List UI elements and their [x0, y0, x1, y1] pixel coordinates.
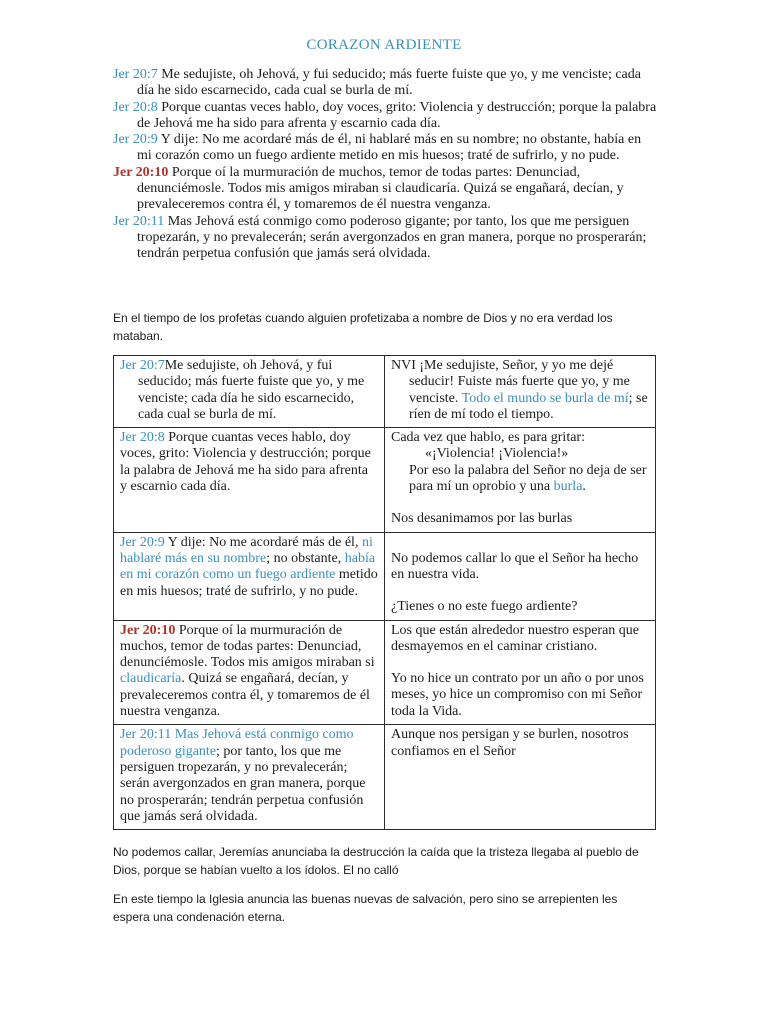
commentary-cell — [385, 725, 656, 830]
verse-list — [113, 67, 658, 263]
commentary-line: «¡Violencia! ¡Violencia!» — [425, 446, 569, 462]
commentary-line: Aunque nos persigan y se burlen, nosotros confiamos en el Señor — [391, 727, 629, 759]
verse-item — [113, 214, 658, 263]
table-row — [114, 620, 656, 725]
verse-text: Y dije: No me acordaré más de él, ni hablaré más en su nombre; no obstante, había en mi corazón como un fuego ardiente metido en mis huesos; traté de sufrirlo, y no pude. — [137, 132, 642, 164]
commentary-line: Cada vez que hablo, es para gritar: — [391, 430, 585, 446]
commentary-line: Por eso la palabra del Señor no deja de ser para mí un oprobio y una burla. — [409, 462, 647, 495]
verse-ref: Jer 20:10 — [120, 622, 176, 638]
verse-ref: Jer 20:9 — [120, 534, 165, 550]
verse-ref: Jer 20:11 — [120, 727, 172, 743]
verse-cell: Jer 20:11 Mas Jehová está conmigo como poderoso gigante; por tanto, los que me persiguen tropezarán, y no prevalecerán; serán avergonzados en gran manera, porque no prosperarán; tendrán perpetua confusión que jamás será olvidada. — [114, 725, 385, 830]
highlight-text: burla — [553, 479, 583, 495]
comparison-table — [113, 355, 656, 830]
verse-text: Porque cuantas veces hablo, doy voces, grito: Violencia y destrucción; porque la palabra de Jehová me ha sido para afrenta y escarnio cada día. — [137, 99, 657, 131]
table-row — [114, 428, 656, 532]
verse-ref: Jer 20:8 — [113, 99, 158, 115]
commentary-line: Los que están alrededor nuestro esperan que desmayemos en el caminar cristiano. — [391, 622, 640, 654]
highlight-text: Todo el mundo se burla de mí — [461, 390, 629, 406]
verse-text: Mas Jehová está conmigo como poderoso gigante; por tanto, los que me persiguen tropezarán, y no prevalecerán; serán avergonzados en gran manera, porque no prosperarán; tendrán perpetua confusión que jamás será olvidada. — [137, 213, 647, 262]
highlight-text: había en mi corazón como un fuego ardiente — [120, 550, 376, 583]
highlight-text: ni hablaré más en su nombre — [120, 534, 373, 566]
verse-cell — [114, 428, 385, 532]
verse-cell — [114, 356, 385, 428]
commentary-cell — [385, 620, 656, 725]
table-row — [114, 356, 656, 428]
verse-cell: Jer 20:10 Porque oí la murmuración de muchos, temor de todas partes: Denunciad, denunciémosle. Todos mis amigos miraban si claudicaría. Quizá se engañará, decían, y prevaleceremos contra él, y tomaremos de él nuestra venganza. — [114, 620, 385, 725]
verse-text: Me sedujiste, oh Jehová, y fui seducido; más fuerte fuiste que yo, y me venciste; cada día he sido escarnecido, cada cual se burla de mí. — [138, 358, 365, 422]
highlight-text: claudicaría — [120, 671, 182, 687]
commentary-cell — [385, 428, 656, 532]
commentary-line: No podemos callar lo que el Señor ha hecho en nuestra vida. — [391, 550, 639, 582]
verse-cell: Jer 20:9 Y dije: No me acordaré más de él, ni hablaré más en su nombre; no obstante, había en mi corazón como un fuego ardiente metido en mis huesos; traté de sufrirlo, y no pude. — [114, 532, 385, 620]
verse-ref: Jer 20:9 — [113, 132, 158, 148]
nvi-text: NVI ¡Me sedujiste, Señor, y yo me dejé seducir! Fuiste más fuerte que yo, y me venciste. — [391, 358, 630, 406]
verse-item — [113, 67, 658, 100]
verse-item — [113, 132, 658, 165]
verse-ref: Jer 20:7 — [113, 67, 158, 82]
verse-ref: Jer 20:11 — [113, 213, 165, 229]
highlight-text: Mas Jehová está conmigo como poderoso gigante — [120, 727, 354, 759]
intro-paragraph: En el tiempo de los profetas cuando alguien profetizaba a nombre de Dios y no era verdad los mataban. — [113, 311, 613, 343]
commentary-line: Yo no hice un contrato por un año o por unos meses, yo hice un compromiso con mi Señor toda la Vida. — [391, 671, 644, 719]
commentary-line: ¿Tienes o no este fuego ardiente? — [391, 599, 578, 615]
document-title: CORAZON ARDIENTE — [306, 37, 462, 53]
verse-item — [113, 165, 658, 214]
verse-ref: Jer 20:7 — [120, 358, 165, 373]
closing-paragraph: No podemos callar, Jeremías anunciaba la destrucción la caída que la tristeza llegaba al pueblo de Dios, porque se habían vuelto a los ídolos. El no calló — [113, 845, 639, 877]
table-row — [114, 725, 656, 830]
verse-text: Porque cuantas veces hablo, doy voces, grito: Violencia y destrucción; porque la palabra de Jehová me ha sido para afrenta y escarnio cada día. — [120, 430, 371, 495]
commentary-cell — [385, 356, 656, 428]
verse-text: Me sedujiste, oh Jehová, y fui seducido; más fuerte fuiste que yo, y me venciste; cada día he sido escarnecido, cada cual se burla de mí. — [137, 67, 641, 99]
commentary-cell — [385, 532, 656, 620]
verse-ref: Jer 20:10 — [113, 164, 169, 180]
table-row — [114, 532, 656, 620]
verse-text: Porque oí la murmuración de muchos, temor de todas partes: Denunciad, denunciémosle. Todos mis amigos miraban si claudicaría. Quizá se engañará, decían, y prevaleceremos contra él, y tomaremos de él nuestra venganza. — [137, 164, 624, 213]
nvi-text-end: ; se ríen de mí todo el tiempo. — [409, 390, 648, 422]
verse-item — [113, 100, 658, 133]
verse-ref: Jer 20:8 — [120, 430, 165, 446]
closing-paragraph: En este tiempo la Iglesia anuncia las buenas nuevas de salvación, pero sino se arrepienten les espera una condenación eterna. — [113, 892, 618, 924]
commentary-line: Nos desanimamos por las burlas — [391, 511, 573, 527]
